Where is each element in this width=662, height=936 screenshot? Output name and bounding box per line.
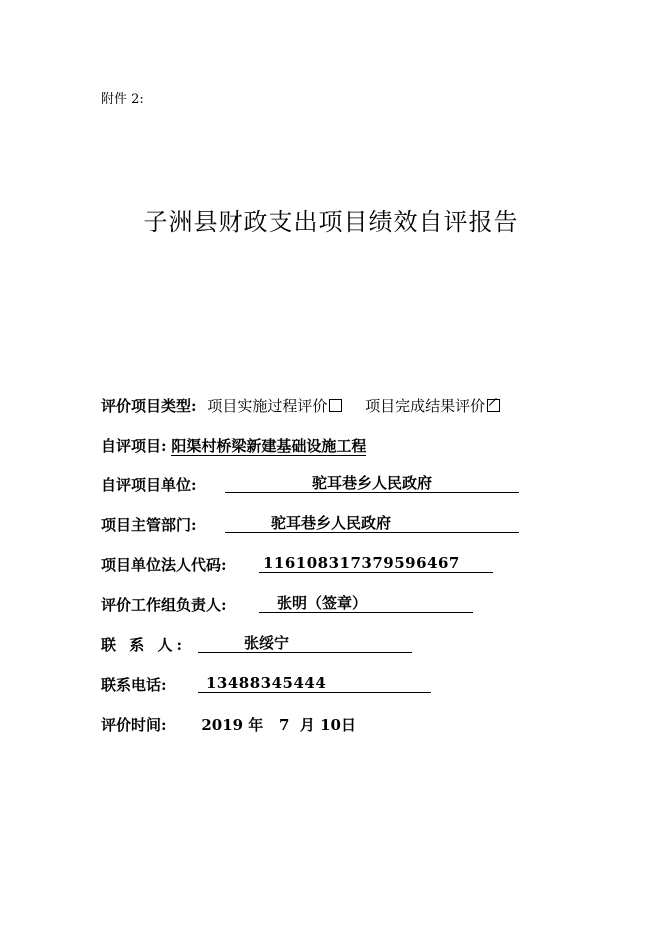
contact-value (198, 634, 412, 653)
attachment-label: 附件 2: (101, 92, 144, 107)
project-label: 自评项目: (101, 437, 167, 455)
eval-type-row (101, 394, 500, 418)
code-label: 项目单位法人代码: (101, 556, 227, 574)
eval-type-option1: 项目实施过程评价 (207, 397, 328, 415)
phone-value-text: 13488345444 (206, 674, 327, 692)
leader-value (259, 594, 473, 613)
eval-type-option2: 项目完成结果评价 (365, 397, 486, 415)
dept-row (101, 513, 392, 537)
contact-row (101, 633, 290, 657)
option2-checkbox[interactable] (487, 399, 500, 412)
eval-type-label: 评价项目类型: (101, 397, 197, 415)
unit-row (101, 473, 432, 497)
code-row (101, 553, 460, 577)
dept-value (225, 514, 519, 533)
phone-label: 联系电话: (101, 676, 167, 694)
unit-value: 驼耳巷乡人民政府 (225, 474, 519, 493)
dept-label: 项目主管部门: (101, 516, 197, 534)
project-value: 阳渠村桥梁新建基础设施工程 (171, 437, 367, 455)
leader-row (101, 593, 368, 617)
code-value (259, 554, 493, 573)
eval-time-value: 2019 年 7 月 10日 (201, 716, 356, 734)
project-row (101, 434, 366, 458)
eval-time-row (101, 713, 356, 737)
unit-label: 自评项目单位: (101, 476, 197, 494)
document-title: 子洲县财政支出项目绩效自评报告 (143, 208, 519, 236)
code-value-text: 116108317379596467 (263, 554, 460, 572)
phone-value (198, 674, 431, 693)
eval-time-label: 评价时间: (101, 716, 167, 734)
contact-value-text: 张绥宁 (244, 634, 290, 652)
contact-label: 联 系 人: (101, 636, 186, 654)
dept-value-text: 驼耳巷乡人民政府 (271, 514, 392, 532)
leader-label: 评价工作组负责人: (101, 596, 227, 614)
option1-checkbox[interactable] (329, 399, 342, 412)
leader-value-text: 张明（签章） (277, 594, 368, 612)
phone-row (101, 673, 327, 697)
